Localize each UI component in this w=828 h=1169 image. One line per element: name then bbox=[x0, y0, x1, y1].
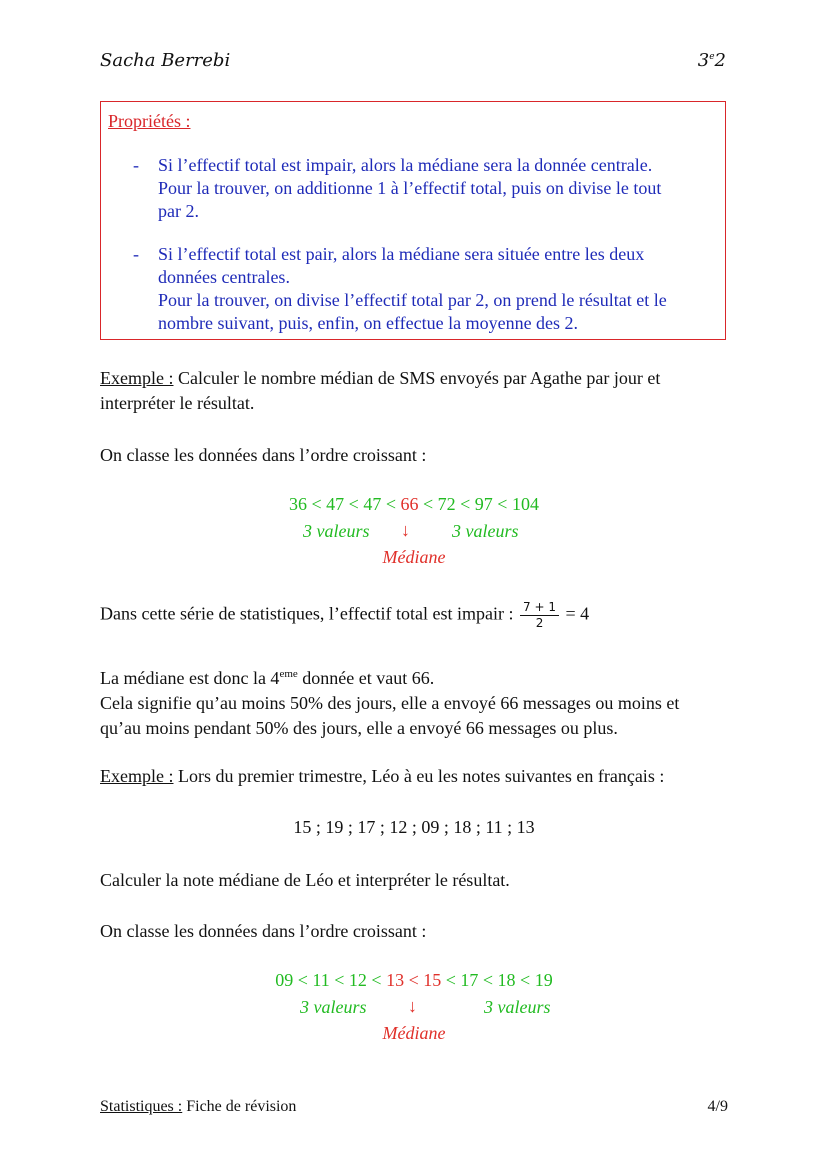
example2-order-text: On classe les données dans l’ordre croissant : bbox=[100, 921, 427, 941]
example2-left-count: 3 valeurs bbox=[300, 997, 367, 1017]
fraction: $\frac{7 + 1}{2}$ bbox=[520, 600, 559, 631]
properties-box: Propriétés : - Si l’effectif total est impair, alors la médiane sera la donnée centrale. Pour la trouver, on additionne 1 à l’effectif total, puis on divise le tout par 2. - Si l’effectif total est pair, alors la médiane sera située entre les deux données centrales. Pour la trouver, on divise l’effectif total par 2, on prend le résultat et le nombre suivant, puis, enfin, on effectue la moyenne des 2. bbox=[100, 101, 726, 340]
example2-task: Calculer la note médiane de Léo et interpréter le résultat. bbox=[100, 870, 510, 890]
example1-conclusion: La médiane est donc la 4eme donnée et vaut 66. Cela signifie qu’au moins 50% des jours, elle a envoyé 66 messages ou moins et qu’au moins pendant 50% des jours, elle a envoyé 66 messages ou plus. bbox=[100, 668, 680, 738]
page-number: 4/9 bbox=[707, 1098, 728, 1115]
example1-order-text: On classe les données dans l’ordre croissant : bbox=[100, 445, 427, 465]
example1-median-arrow-icon: ↓ bbox=[401, 520, 410, 540]
example2-right-count: 3 valeurs bbox=[484, 997, 551, 1017]
example1-left-count: 3 valeurs bbox=[303, 521, 370, 541]
example2-median-label: Médiane bbox=[382, 1023, 446, 1043]
footer-title: Statistiques : Fiche de révision bbox=[100, 1098, 297, 1115]
example1-sorted-series: 36 < 47 < 47 < 66 < 72 < 97 < 104 bbox=[289, 494, 539, 514]
example2-sorted-series: 09 < 11 < 12 < 13 < 15 < 17 < 18 < 19 bbox=[275, 970, 553, 990]
example1-right-count: 3 valeurs bbox=[452, 521, 519, 541]
properties-title: Propriétés : bbox=[108, 111, 191, 131]
author-name: Sacha Berrebi bbox=[100, 50, 231, 71]
example1-stat-line: Dans cette série de statistiques, l’effectif total est impair : $\frac{7 + 1}{2}$ = 4 bbox=[100, 600, 590, 630]
example2-statement: Exemple : Lors du premier trimestre, Léo à eu les notes suivantes en français : bbox=[100, 766, 665, 786]
example1-median-label: Médiane bbox=[382, 547, 446, 567]
example2-median-arrow-icon: ↓ bbox=[408, 996, 417, 1016]
class-label: 3e2 bbox=[697, 50, 726, 71]
example1-statement: Exemple : Calculer le nombre médian de SMS envoyés par Agathe par jour et interpréter le résultat. bbox=[100, 368, 661, 413]
example2-grades: 15 ; 19 ; 17 ; 12 ; 09 ; 18 ; 11 ; 13 bbox=[293, 817, 535, 837]
